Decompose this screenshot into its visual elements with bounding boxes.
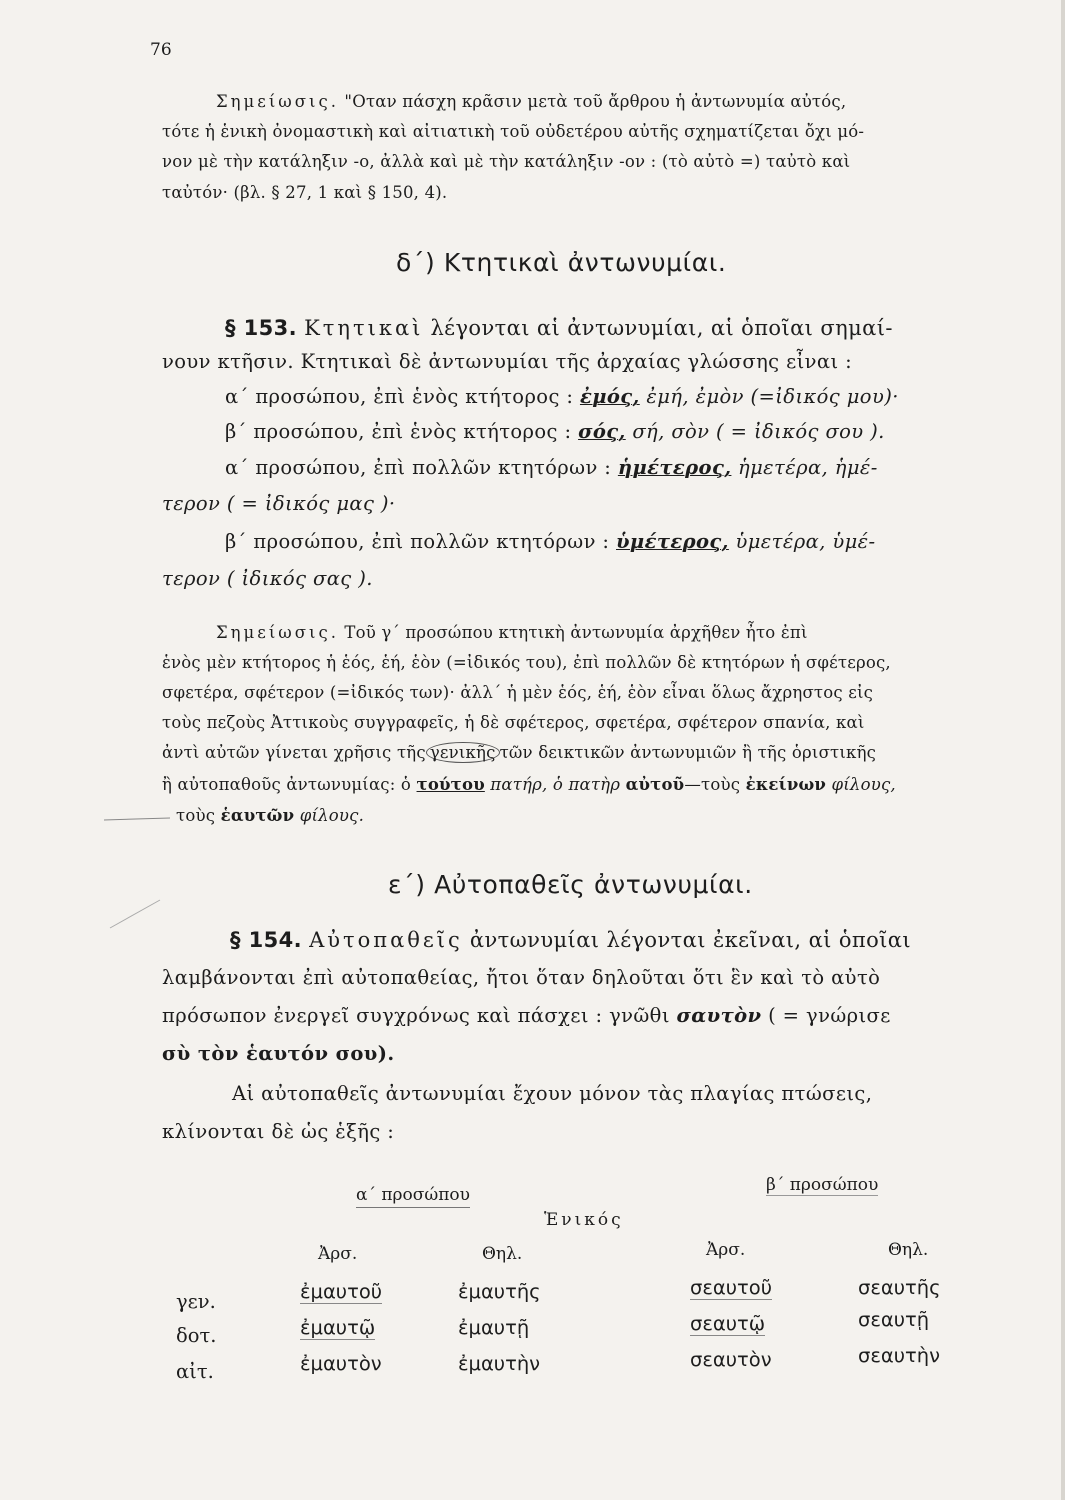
note1-line4: ταὐτόν· (βλ. § 27, 1 καὶ § 150, 4). (162, 183, 448, 202)
section-153: § 153. (225, 316, 298, 340)
note2-bold-autou: αὐτοῦ (625, 775, 685, 794)
para153-line7-post: ὑμετέρα, ὑμέ- (735, 530, 876, 553)
table-cell: σεαυτῇ (858, 1308, 930, 1331)
table-row-label: αἰτ. (176, 1360, 214, 1383)
para154-line3 (162, 1004, 891, 1027)
note2-line6-post: φίλους, (831, 775, 896, 794)
para154-line5: Αἱ αὐτοπαθεῖς ἀντωνυμίαι ἔχουν μόνον τὰς πλαγίας πτώσεις, (232, 1082, 873, 1105)
note2-line5-post: τῶν δεικτικῶν ἀντωνυμιῶν ἢ τῆς ὁριστικῆς (499, 743, 877, 762)
note2-bold-ekeinon: ἐκείνων (745, 775, 827, 794)
table-cell: ἐμαυτῇ (458, 1316, 530, 1339)
para154-line2: λαμβάνονται ἐπὶ αὐτοπαθείας, ἤτοι ὅταν δηλοῦται ὅτι ἓν καὶ τὸ αὐτὸ (162, 966, 881, 989)
table-cell: ἐμαυτοῦ (300, 1280, 383, 1303)
note2-text-1: Τοῦ γ΄ προσώπου κτητικὴ ἀντωνυμία ἀρχῆθεν ἦτο ἐπὶ (344, 623, 808, 642)
table-cell: ἐμαυτῆς (458, 1280, 541, 1303)
note2-line3: σφετέρα, σφέτερον (=ἰδικός των)· ἀλλ΄ ἡ μὲν ἑός, ἑή, ἑὸν εἶναι ὅλως ἄχρηστος εἰς (162, 683, 874, 702)
table-row-label: γεν. (176, 1290, 216, 1313)
para153-line7-pre: β΄ προσώπου, ἐπὶ πολλῶν κτητόρων : (225, 530, 610, 553)
para153-line4 (225, 420, 885, 443)
note2-line7-pre: τοὺς (176, 806, 216, 825)
para153-line4-post: σή, σὸν ( = ἰδικός σου ). (632, 420, 885, 443)
table-cell: σεαυτὴν (858, 1344, 941, 1367)
note2-label: Σημείωσις. (216, 623, 339, 642)
note1-line3: νον μὲ τὴν κατάληξιν -ο, ἀλλὰ καὶ μὲ τὴν κατάληξιν -ον : (τὸ αὐτὸ =) ταὐτὸ καὶ (162, 152, 851, 171)
reflexive-sauton: σαυτὸν (676, 1004, 762, 1027)
note1-line2: τότε ἡ ἑνικὴ ὀνομαστικὴ καὶ αἰτιατικὴ τοῦ οὐδετέρου αὐτῆς σχηματίζεται ὄχι μό- (162, 122, 865, 141)
note2-line7-post: φίλους. (299, 806, 365, 825)
note2-bold-heauton: ἑαυτῶν (220, 806, 295, 825)
para154-spaced-word: Αὐτοπαθεῖς (309, 928, 463, 952)
para154-line6: κλίνονται δὲ ὡς ἑξῆς : (162, 1120, 395, 1143)
para153-line6: τερον ( = ἰδικός μας )· (162, 492, 396, 515)
circled-word-genikes: γενικῆς (426, 742, 500, 763)
para153-line2: νουν κτῆσιν. Κτητικαὶ δὲ ἀντωνυμίαι τῆς ἀρχαίας γλώσσης εἶναι : (162, 350, 853, 373)
heading-possessive-pronouns: δ΄) Κτητικαὶ ἀντωνυμίαι. (396, 248, 727, 277)
para153-line3-post: ἐμή, ἐμὸν (=ἰδικός μου)· (646, 385, 899, 408)
para153-line3 (225, 385, 899, 408)
table-number: Ἑνικός (544, 1210, 624, 1230)
para153-line1-rest: λέγονται αἱ ἀντωνυμίαι, αἱ ὁποῖαι σημαί- (430, 316, 893, 340)
para154-line1-rest: ἀντωνυμίαι λέγονται ἐκεῖναι, αἱ ὁποῖαι (469, 928, 912, 952)
para153-spaced-word: Κτητικαὶ (304, 316, 424, 340)
note1-label: Σημείωσις. (216, 92, 339, 111)
para153-line8: τερον ( ἰδικός σας ). (162, 567, 373, 590)
table-masc-1: Ἀρσ. (318, 1244, 358, 1264)
para153-line5 (225, 456, 878, 479)
table-cell: ἐμαυτῷ (300, 1316, 376, 1339)
para153-line1 (225, 316, 893, 340)
para153-line5-pre: α΄ προσώπου, ἐπὶ πολλῶν κτητόρων : (225, 456, 612, 479)
para154-line3-pre: πρόσωπον ἐνεργεῖ συγχρόνως καὶ πάσχει : γνῶθι (162, 1004, 670, 1027)
table-cell: ἐμαυτὴν (458, 1352, 541, 1375)
section-154: § 154. (230, 928, 303, 952)
possessive-hymeteros: ὑμέτερος, (616, 530, 729, 553)
note1-text-1: "Οταν πάσχη κρᾶσιν μετὰ τοῦ ἄρθρου ἡ ἀντωνυμία αὐτός, (344, 92, 847, 111)
note2-line4: τοὺς πεζοὺς Ἀττικοὺς συγγραφεῖς, ἡ δὲ σφέτερος, σφετέρα, σφέτερον σπανία, καὶ (162, 713, 865, 732)
table-masc-2: Ἀρσ. (706, 1240, 746, 1260)
possessive-sos: σός, (578, 420, 626, 443)
page-edge-shadow (1061, 0, 1065, 1500)
para154-line1 (230, 928, 911, 952)
note2-line1 (216, 623, 808, 642)
note1-line1 (216, 92, 846, 111)
para153-line7 (225, 530, 876, 553)
note2-bold-toutou: τούτου (416, 775, 485, 794)
para153-line5-post: ἡμετέρα, ἡμέ- (738, 456, 878, 479)
note2-line5 (162, 743, 876, 762)
pencil-stroke (110, 900, 160, 928)
table-cell: σεαυτῷ (690, 1312, 766, 1335)
para153-line3-pre: α΄ προσώπου, ἐπὶ ἑνὸς κτήτορος : (225, 385, 574, 408)
note2-line6-pre: ἢ αὐτοπαθοῦς ἀντωνυμίας: ὁ (162, 775, 412, 794)
para153-line4-pre: β΄ προσώπου, ἐπὶ ἑνὸς κτήτορος : (225, 420, 572, 443)
para154-line3-post: ( = γνώρισε (768, 1004, 891, 1027)
note2-line6-mid2: —τοὺς (684, 775, 741, 794)
table-row-label: δοτ. (176, 1324, 217, 1347)
page-number: 76 (150, 40, 172, 60)
note2-line5-pre: ἀντὶ αὐτῶν γίνεται χρῆσις τῆς (162, 743, 426, 762)
table-person2: β΄ προσώπου (766, 1175, 879, 1195)
table-cell: σεαυτοῦ (690, 1276, 772, 1299)
para154-line4: σὺ τὸν ἑαυτόν σου). (162, 1042, 395, 1065)
pencil-stroke (104, 818, 170, 820)
table-cell: σεαυτῆς (858, 1276, 941, 1299)
table-cell: ἐμαυτὸν (300, 1352, 382, 1375)
table-fem-1: Θηλ. (482, 1244, 523, 1264)
heading-reflexive-pronouns: ε΄) Αὐτοπαθεῖς ἀντωνυμίαι. (388, 870, 753, 899)
possessive-emos: ἐμός, (579, 385, 640, 408)
table-person1: α΄ προσώπου (356, 1185, 470, 1208)
note2-line6-mid: πατήρ, ὁ πατὴρ (490, 775, 621, 794)
possessive-hemeteros: ἡμέτερος, (617, 456, 732, 479)
table-fem-2: Θηλ. (888, 1240, 929, 1260)
note2-line2: ἑνὸς μὲν κτήτορος ἡ ἑός, ἑή, ἑὸν (=ἰδικός του), ἐπὶ πολλῶν δὲ κτητόρων ἡ σφέτερος, (162, 653, 891, 672)
table-cell: σεαυτὸν (690, 1348, 772, 1371)
note2-line6 (162, 775, 896, 794)
pencil-marks (100, 800, 320, 940)
